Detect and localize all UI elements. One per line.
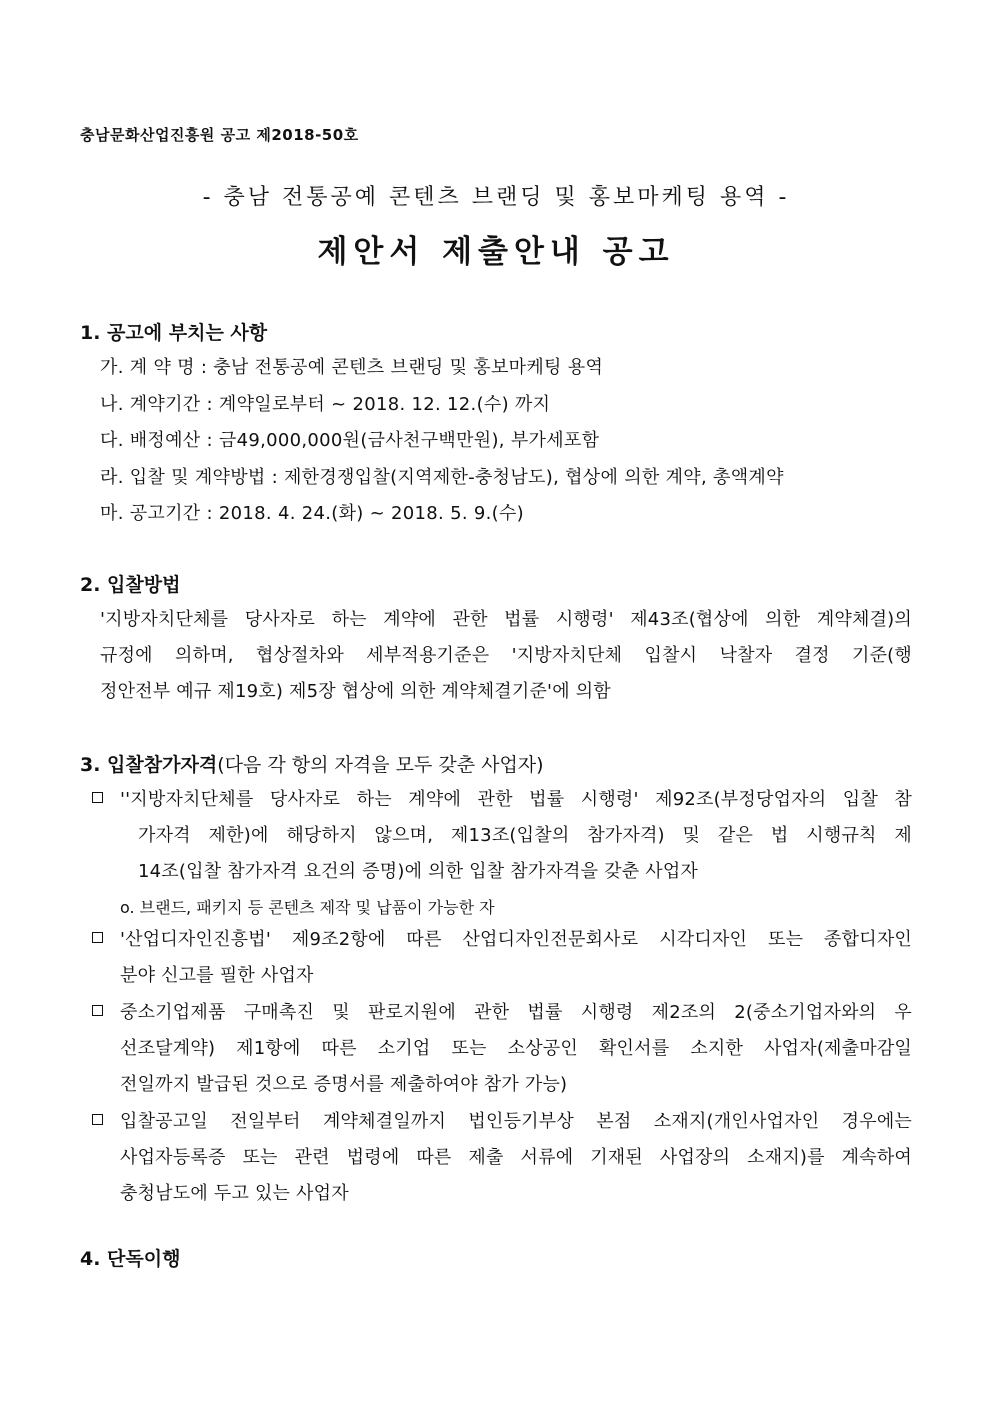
bullet-4-line: 입찰공고일 전일부터 계약체결일까지 법인등기부상 본점 소재지(개인사업자인 경우에는 — [120, 1111, 912, 1132]
bullet-3-line: 중소기업제품 구매촉진 및 판로지원에 관한 법률 시행령 제2조의 2(중소기업자와의 우 — [120, 1002, 912, 1023]
section-2-heading: 2. 입찰방법 — [80, 574, 181, 596]
bullet-1-sub-item: o. 브랜드, 패키지 등 콘텐츠 제작 및 납품이 가능한 자 — [120, 898, 495, 917]
bullet-2-line: 분야 신고를 필한 사업자 — [120, 965, 314, 986]
section-4-heading: 4. 단독이행 — [80, 1248, 181, 1270]
bullet-2-line: '산업디자인진흥법' 제9조2항에 따른 산업디자인전문회사로 시각디자인 또는 종합디자인 — [120, 929, 912, 950]
section-1-item-bid-method: 라. 입찰 및 계약방법 : 제한경쟁입찰(지역제한-충청남도), 협상에 의한 계약, 총액계약 — [100, 467, 784, 488]
checkbox-bullet-icon — [92, 1005, 103, 1016]
document-title: 제안서 제출안내 공고 — [317, 234, 675, 270]
bullet-1-line: ''지방자치단체를 당사자로 하는 계약에 관한 법률 시행령' 제92조(부정당업자의 입찰 참 — [120, 789, 912, 810]
section-2-line: 규정에 의하며, 협상절차와 세부적용기준은 '지방자치단체 입찰시 낙찰자 결정 기준(행 — [100, 645, 912, 666]
section-1-item-budget: 다. 배정예산 : 금49,000,000원(금사천구백만원), 부가세포함 — [100, 430, 600, 451]
bullet-1-line: 14조(입찰 참가자격 요건의 증명)에 의한 입찰 참가자격을 갖춘 사업자 — [138, 861, 698, 882]
bullet-4-line: 충청남도에 두고 있는 사업자 — [120, 1183, 349, 1204]
section-3-heading-qualifier: (다음 각 항의 자격을 모두 갖춘 사업자) — [217, 754, 544, 776]
notice-number: 충남문화산업진흥원 공고 제2018-50호 — [80, 126, 359, 144]
section-1-heading: 1. 공고에 부치는 사항 — [80, 322, 268, 344]
document-subtitle: - 충남 전통공예 콘텐츠 브랜딩 및 홍보마케팅 용역 - — [202, 185, 790, 210]
bullet-3-line: 전일까지 발급된 것으로 증명서를 제출하여야 참가 가능) — [120, 1074, 568, 1095]
checkbox-bullet-icon — [92, 932, 103, 943]
section-3-heading — [80, 750, 544, 777]
section-1-item-notice-period: 마. 공고기간 : 2018. 4. 24.(화) ~ 2018. 5. 9.(수) — [100, 503, 524, 524]
section-1-item-contract-name: 가. 계 약 명 : 충남 전통공예 콘텐츠 브랜딩 및 홍보마케팅 용역 — [100, 357, 604, 378]
section-2-line: 정안전부 예규 제19호) 제5장 협상에 의한 계약체결기준'에 의함 — [100, 681, 611, 702]
section-3-heading-label: 3. 입찰참가자격 — [80, 754, 218, 776]
bullet-1-line: 가자격 제한)에 해당하지 않으며, 제13조(입찰의 참가자격) 및 같은 법 시행규칙 제 — [138, 825, 912, 846]
bullet-4-line: 사업자등록증 또는 관련 법령에 따른 제출 서류에 기재된 사업장의 소재지)를 계속하여 — [120, 1147, 912, 1168]
section-1-item-contract-period: 나. 계약기간 : 계약일로부터 ~ 2018. 12. 12.(수) 까지 — [100, 394, 551, 415]
checkbox-bullet-icon — [92, 792, 103, 803]
checkbox-bullet-icon — [92, 1114, 103, 1125]
bullet-3-line: 선조달계약) 제1항에 따른 소기업 또는 소상공인 확인서를 소지한 사업자(제출마감일 — [120, 1038, 912, 1059]
section-2-line: '지방자치단체를 당사자로 하는 계약에 관한 법률 시행령' 제43조(협상에 의한 계약체결)의 — [100, 609, 912, 630]
